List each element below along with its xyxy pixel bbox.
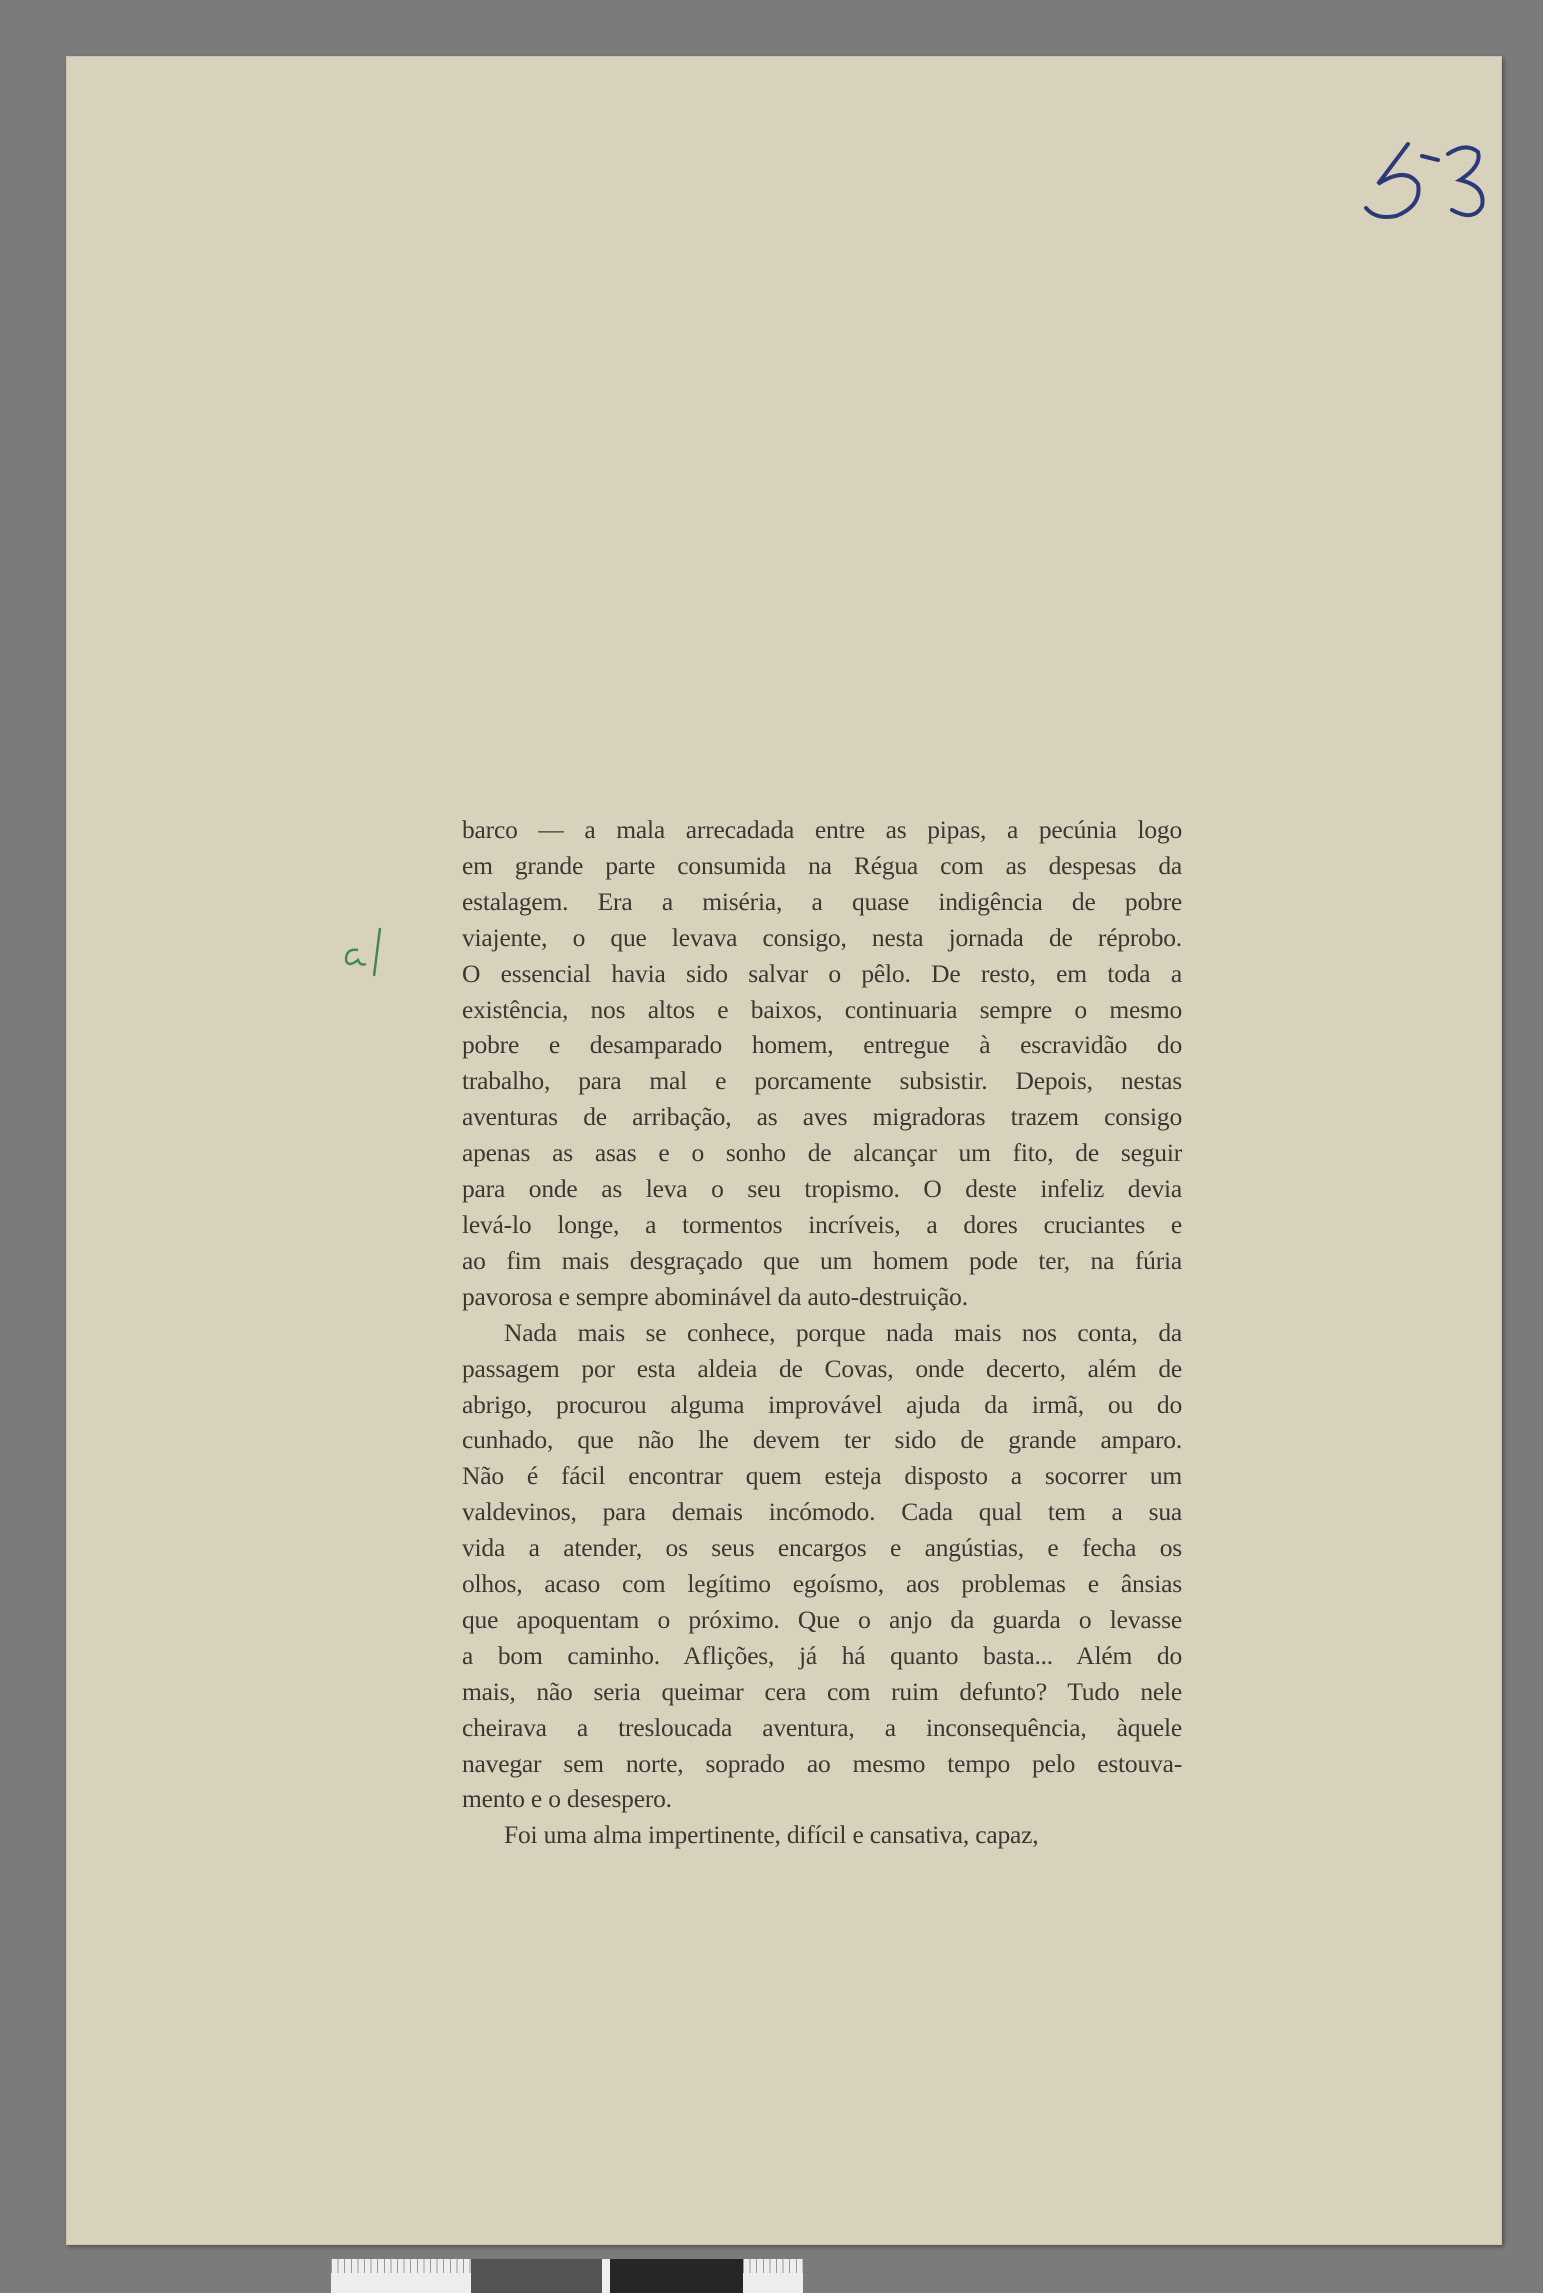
text-line: Foi uma alma impertinente, difícil e cansativa, capaz, — [504, 1820, 1039, 1850]
text-line: navegar sem norte, soprado ao mesmo tempo pelo estouva- — [462, 1748, 1182, 1778]
handwritten-page-number — [1356, 136, 1496, 226]
text-line: a bom caminho. Aflições, já há quanto basta... Além do — [462, 1640, 1182, 1670]
text-line: Não é fácil encontrar quem esteja disposto a socorrer um — [462, 1461, 1182, 1491]
text-line: aventuras de arribação, as aves migradoras trazem consigo — [462, 1102, 1182, 1132]
text-line: mais, não seria queimar cera com ruim defunto? Tudo nele — [462, 1676, 1182, 1706]
text-line: abrigo, procurou alguma improvável ajuda da irmã, ou do — [462, 1389, 1182, 1419]
text-line: viajente, o que levava consigo, nesta jornada de réprobo. — [462, 922, 1182, 952]
text-line: cheirava a tresloucada aventura, a inconsequência, àquele — [462, 1712, 1182, 1742]
text-line: vida a atender, os seus encargos e angústias, e fecha os — [462, 1533, 1182, 1563]
handwritten-margin-note — [338, 920, 398, 980]
text-line: valdevinos, para demais incómodo. Cada qual tem a sua — [462, 1497, 1182, 1527]
text-line: ao fim mais desgraçado que um homem pode ter, na fúria — [462, 1245, 1182, 1275]
text-line: passagem por esta aldeia de Covas, onde decerto, além de — [462, 1353, 1182, 1383]
text-line: O essencial havia sido salvar o pêlo. De resto, em toda a — [462, 958, 1182, 988]
text-line: trabalho, para mal e porcamente subsistir. Depois, nestas — [462, 1066, 1182, 1096]
color-scale-white-gap — [602, 2259, 610, 2293]
text-line: existência, nos altos e baixos, continuaria sempre o mesmo — [462, 994, 1182, 1024]
text-line: estalagem. Era a miséria, a quase indigência de pobre — [462, 886, 1182, 916]
color-scale-white-right — [743, 2259, 803, 2293]
color-scale-gray — [471, 2259, 602, 2293]
text-line: pavorosa e sempre abominável da auto-destruição. — [462, 1281, 968, 1311]
text-line: Nada mais se conhece, porque nada mais nos conta, da — [504, 1317, 1182, 1347]
color-scale-black — [610, 2259, 743, 2293]
text-line: mento e o desespero. — [462, 1784, 672, 1814]
text-line: olhos, acaso com legítimo egoísmo, aos problemas e ânsias — [462, 1569, 1182, 1599]
body-text — [462, 812, 1182, 1853]
text-line: para onde as leva o seu tropismo. O deste infeliz devia — [462, 1174, 1182, 1204]
text-line: que apoquentam o próximo. Que o anjo da guarda o levasse — [462, 1604, 1182, 1634]
text-line: pobre e desamparado homem, entregue à escravidão do — [462, 1030, 1182, 1060]
text-line: apenas as asas e o sonho de alcançar um fito, de seguir — [462, 1138, 1182, 1168]
text-line: em grande parte consumida na Régua com as despesas da — [462, 850, 1182, 880]
color-scale-white-left — [331, 2259, 471, 2293]
text-line: levá-lo longe, a tormentos incríveis, a dores cruciantes e — [462, 1209, 1182, 1239]
text-line: barco — a mala arrecadada entre as pipas, a pecúnia logo — [462, 815, 1182, 844]
text-line: cunhado, que não lhe devem ter sido de grande amparo. — [462, 1425, 1182, 1455]
